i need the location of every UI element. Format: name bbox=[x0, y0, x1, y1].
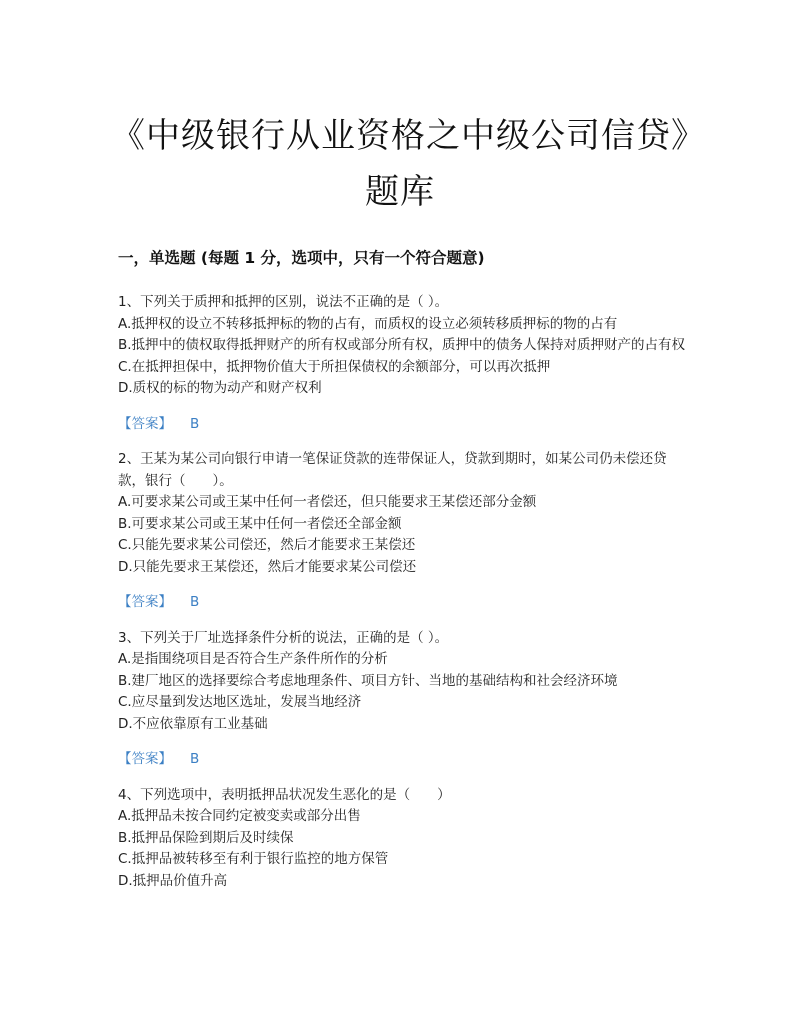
question-4-text: 4、下列选项中，表明抵押品状况发生恶化的是（ ） bbox=[118, 786, 451, 803]
question-3-answer bbox=[118, 749, 688, 771]
question-1-answer bbox=[118, 414, 688, 436]
question-1-option-b: B.抵押中的债权取得抵押财产的所有权或部分所有权，质押中的债务人保持对质押财产的占有权 bbox=[118, 337, 686, 353]
answer-value: B bbox=[190, 751, 200, 767]
question-4-option-d: D.抵押品价值升高 bbox=[118, 872, 228, 889]
question-3-option-a: A.是指围绕项目是否符合生产条件所作的分析 bbox=[118, 651, 388, 667]
question-2-option-a: A.可要求某公司或王某中任何一者偿还，但只能要求王某偿还部分金额 bbox=[118, 494, 537, 510]
answer-label: 【答案】 bbox=[118, 751, 172, 767]
question-2 bbox=[118, 449, 688, 614]
question-list bbox=[118, 292, 688, 892]
question-1 bbox=[118, 292, 688, 435]
question-4-option-c: C.抵押品被转移至有利于银行监控的地方保管 bbox=[118, 851, 389, 867]
question-2-option-b: B.可要求某公司或王某中任何一者偿还全部金额 bbox=[118, 515, 402, 532]
question-3-option-c: C.应尽量到发达地区选址，发展当地经济 bbox=[118, 694, 362, 710]
question-3-option-d: D.不应依靠原有工业基础 bbox=[118, 715, 268, 732]
answer-label: 【答案】 bbox=[118, 594, 172, 610]
question-3 bbox=[118, 628, 688, 771]
question-1-option-c: C.在抵押担保中，抵押物价值大于所担保债权的余额部分，可以再次抵押 bbox=[118, 358, 551, 375]
question-1-option-a: A.抵押权的设立不转移抵押标的物的占有，而质权的设立必须转移质押标的物的占有 bbox=[118, 315, 618, 332]
question-3-option-b: B.建厂地区的选择要综合考虑地理条件、项目方针、当地的基础结构和社会经济环境 bbox=[118, 672, 618, 689]
question-2-answer bbox=[118, 592, 688, 614]
question-4 bbox=[118, 785, 688, 893]
question-4-option-a: A.抵押品未按合同约定被变卖或部分出售 bbox=[118, 808, 361, 824]
document-title: 《中级银行从业资格之中级公司信贷》题库 bbox=[111, 116, 689, 212]
answer-label: 【答案】 bbox=[118, 415, 172, 432]
answer-value: B bbox=[190, 415, 200, 432]
question-1-option-d: D.质权的标的物为动产和财产权利 bbox=[118, 380, 322, 396]
question-2-option-c: C.只能先要求某公司偿还，然后才能要求王某偿还 bbox=[118, 537, 416, 553]
question-4-option-b: B.抵押品保险到期后及时续保 bbox=[118, 829, 294, 846]
question-1-text: 1、下列关于质押和抵押的区别，说法不正确的是（ ）。 bbox=[118, 294, 449, 310]
answer-value: B bbox=[190, 594, 200, 610]
question-3-text: 3、下列关于厂址选择条件分析的说法，正确的是（ ）。 bbox=[118, 629, 449, 646]
question-2-text: 2、王某为某公司向银行申请一笔保证贷款的连带保证人，贷款到期时，如某公司仍未偿还贷款，银行（ ）。 bbox=[118, 451, 667, 489]
question-2-option-d: D.只能先要求王某偿还，然后才能要求某公司偿还 bbox=[118, 558, 417, 575]
section-heading: 一，单选题 (每题 1 分，选项中，只有一个符合题意) bbox=[118, 249, 485, 267]
